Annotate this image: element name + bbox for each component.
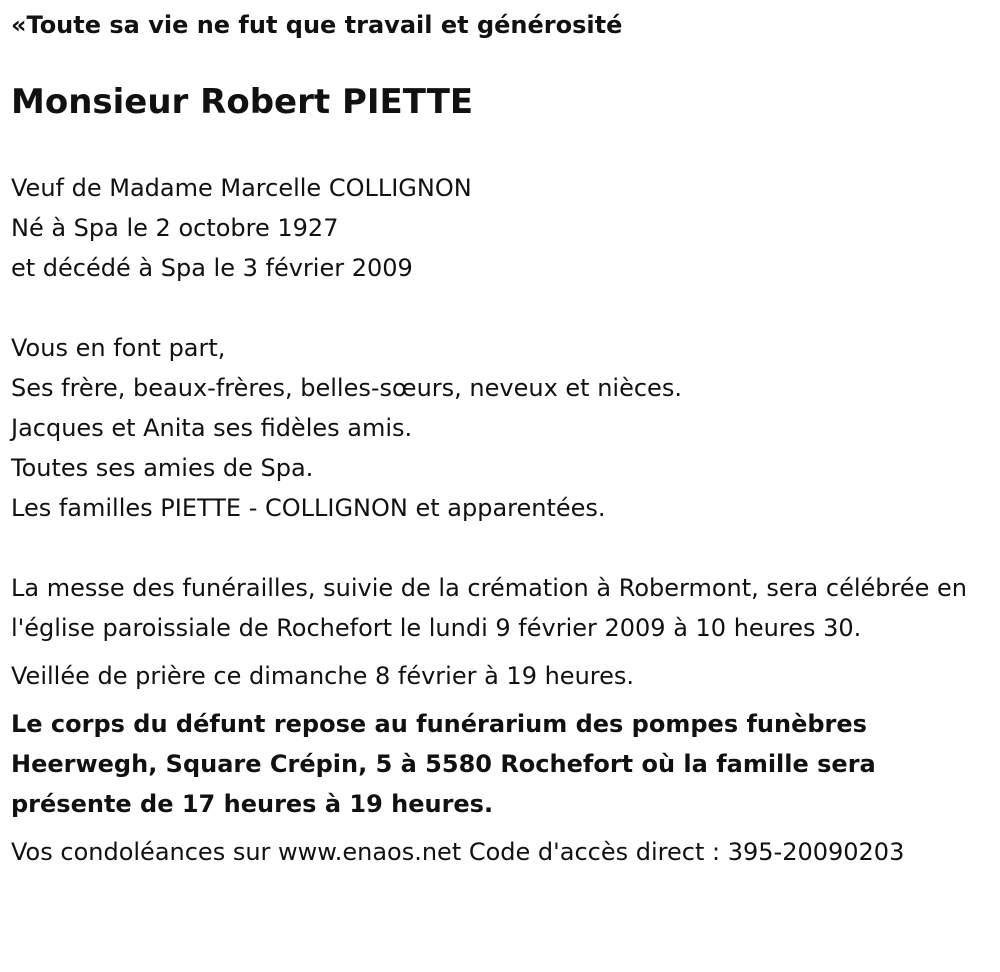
vigil-paragraph: Veillée de prière ce dimanche 8 février à 19 heures. [11,662,635,690]
identity-line: et décédé à Spa le 3 février 2009 [11,254,413,282]
family-line: Toutes ses amies de Spa. [11,454,314,482]
epitaph-quote: «Toute sa vie ne fut que travail et générosité [11,11,623,39]
deceased-name: Monsieur Robert PIETTE [11,82,474,122]
family-block [11,328,1000,528]
visitation-paragraph: Le corps du défunt repose au funérarium des pompes funèbres Heerwegh, Square Crépin, 5 à 5580 Rochefort où la famille sera présente de 17 heures à 19 heures. [11,710,876,818]
family-line: Vous en font part, [11,334,226,362]
family-line: Les familles PIETTE - COLLIGNON et apparentées. [11,494,606,522]
identity-line: Né à Spa le 2 octobre 1927 [11,214,339,242]
family-line: Jacques et Anita ses fidèles amis. [11,414,413,442]
identity-block [11,168,1000,288]
condolences-paragraph: Vos condoléances sur www.enaos.net Code d'accès direct : 395-20090203 [11,838,905,866]
family-line: Ses frère, beaux-frères, belles-sœurs, neveux et nièces. [11,374,682,402]
funeral-mass-paragraph: La messe des funérailles, suivie de la crémation à Robermont, sera célébrée en l'église paroissiale de Rochefort le lundi 9 février 2009 à 10 heures 30. [11,574,967,642]
identity-line: Veuf de Madame Marcelle COLLIGNON [11,174,472,202]
ceremony-block [11,568,1000,872]
